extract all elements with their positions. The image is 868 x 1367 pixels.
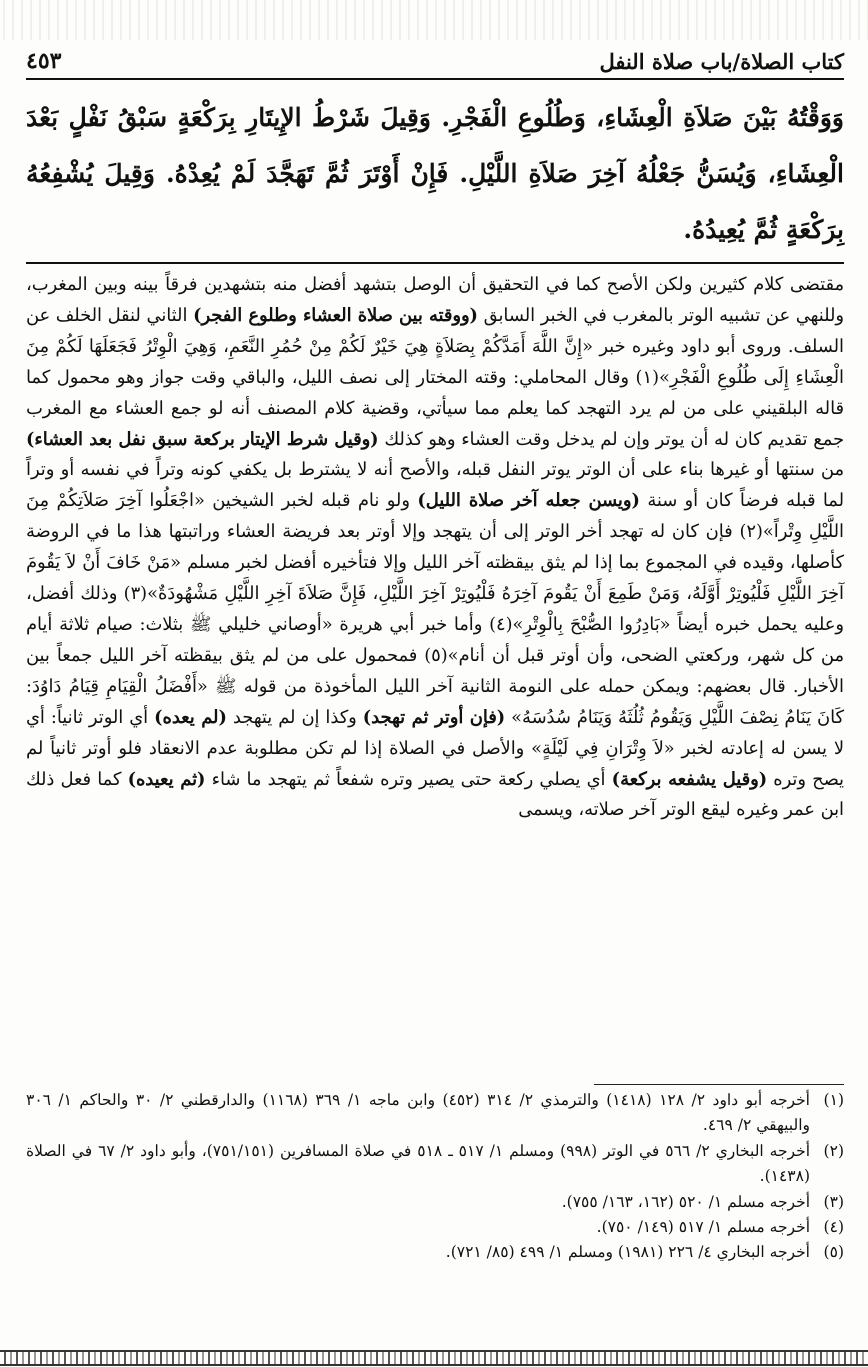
footnote-number: (١) [823, 1091, 844, 1109]
footnote-number: (٣) [823, 1192, 844, 1211]
commentary-segment: كما فعل ذلك ابن عمر وغيره ليقع الوتر آخر صلاته، ويسمى [26, 768, 844, 821]
commentary-segment: من سنتها أو غيرها بناء على أن الوتر يوتر النفل قبله، والأصح أنه لا يشترط بل يكفي كونه وتراً في نفسه أو وتراً لما قبله فرضاً كان أو سنة [26, 459, 845, 512]
commentary-segment: أي يصلي ركعة حتى يصير وتره شفعاً ثم يتهجد ما شاء [205, 768, 612, 790]
footnote [26, 1139, 844, 1190]
footnote-number: (٤) [823, 1218, 844, 1237]
matn-quote: (وقيل شرط الإيتار بركعة سبق نفل بعد العشاء) [26, 428, 379, 450]
matn-quote: (وقيل يشفعه بركعة) [611, 768, 768, 790]
footnote [26, 1088, 844, 1139]
commentary-paragraph [26, 270, 844, 826]
commentary-segment: ولو نام قبله لخبر الشيخين «اجْعَلُوا آخِرَ صَلاَتِكُمْ مِنَ اللَّيْلِ وِتْراً»(٢) فإن كان له تهجد أخر الوتر إلى أن يتهجد وإلا أوتر بعد فريضة العشاء وراتبتها هذا ما في الروضة كأصلها، وقيده في المجموع بما إذا لم يثق بيقظته آخر الليل وإلا فتأخيره أفضل لخبر مسلم «مَنْ خَافَ أَنْ لاَ يَقُومَ آخِرَ اللَّيْلِ فَلْيُوتِرْ أَوَّلَهُ، وَمَنْ طَمِعَ أَنْ يَقُومَ آخِرَهُ فَلْيُوتِرْ آخِرَ اللَّيْلِ، فَإِنَّ صَلاَةَ آخِرِ اللَّيْلِ مَشْهُودَةٌ»(٣) وذلك أفضل، وعليه يحمل خبره أيضاً «بَادِرُوا الصُّبْحَ بِالْوِتْرِ»(٤) وأما خبر أبي هريرة «أوصاني خليلي ﷺ بثلاث: صيام ثلاثة أيام من كل شهر، وركعتي الضحى، وأن أوتر قبل أن أنام»(٥) فمحمول على من لم يثق بيقظته آخر الليل جمعاً بين الأخبار. قال بعضهم: ويمكن حمله على النومة الثانية آخر الليل المأخوذة من قوله ﷺ «أَفْضَلُ الْقِيَامِ قِيَامُ دَاوُدَ: كَانَ يَنَامُ نِصْفَ اللَّيْلِ وَيَقُومُ ثُلُثَهُ وَيَنَامُ سُدُسَهُ» [26, 490, 844, 728]
footnote-text: أخرجه مسلم ١/ ٥١٧ (١٤٩/ ٧٥٠). [596, 1218, 810, 1237]
running-head: كتاب الصلاة/باب صلاة النفل [599, 49, 844, 74]
commentary-text [26, 270, 844, 826]
footnote [26, 1240, 844, 1265]
decorative-border [0, 1350, 868, 1366]
matn-quote: (لم يعده) [154, 706, 227, 728]
matn-quote: (ووقته بين صلاة العشاء وطلوع الفجر) [193, 304, 478, 326]
footnote [26, 1215, 844, 1240]
commentary-segment: الثاني لنقل الخلف عن السلف. وروى أبو داود وغيره خبر «إِنَّ اللَّهَ أَمَدَّكُمْ بِصَلاَةٍ هِيَ خَيْرٌ لَكُمْ مِنْ حُمُرِ النَّعَمِ، وَهِيَ الْوِتْرُ فَجَعَلَهَا لَكُمْ مِنَ الْعِشَاءِ إِلَى طُلُوعِ الْفَجْرِ»(١) وقال المحاملي: وقته المختار إلى نصف الليل، والباقي وقت جواز وهو محمول كما قاله البلقيني على من لم يرد التهجد كما يعلم مما سيأتي، وقضية كلام المصنف أنه لو جمع العشاء مع المغرب جمع تقديم كان له أن يوتر وإن لم يدخل وقت العشاء وهو كذلك [26, 304, 844, 450]
footnote-number: (٥) [823, 1243, 844, 1262]
footnote-text: أخرجه البخاري ٢/ ٥٦٦ في الوتر (٩٩٨) ومسلم ١/ ٥١٧ ـ ٥١٨ في صلاة المسافرين (٧٥١/١٥١)، وأبو داود ٢/ ٦٧ في الصلاة (١٤٣٨). [26, 1141, 810, 1186]
commentary-segment: وكذا إن لم يتهجد [226, 706, 363, 728]
footnote-number: (٢) [823, 1141, 844, 1160]
matn-separator [26, 262, 844, 264]
scan-noise [0, 0, 868, 40]
page-number: ٤٥٣ [26, 48, 62, 74]
matn-quote: (ثم يعيده) [127, 768, 206, 790]
footnote-text: أخرجه مسلم ١/ ٥٢٠ (١٦٢، ١٦٣/ ٧٥٥). [561, 1192, 810, 1211]
commentary-segment: أي الوتر ثانياً: أي لا يسن له إعادته لخبر «لاَ وِتْرَانِ فِي لَيْلَةٍ» والأصل في الصلاة إذا لم تكن مطلوبة عدم الانعقاد فلو أوتر ثانياً لم يصح وتره [26, 706, 844, 790]
matn-quote: (فإن أوتر ثم تهجد) [362, 706, 506, 728]
footnote [26, 1190, 844, 1215]
footnotes [26, 1088, 844, 1266]
footnote-separator [594, 1084, 844, 1085]
page-header [26, 40, 844, 80]
footnote-text: أخرجه أبو داود ٢/ ١٢٨ (١٤١٨) والترمذي ٢/ ٣١٤ (٤٥٢) وابن ماجه ١/ ٣٦٩ (١١٦٨) والدارقطني ٢/ ٣٠ والحاكم ١/ ٣٠٦ والبيهقي ٢/ ٤٦٩. [26, 1091, 810, 1135]
footnote-text: أخرجه البخاري ٤/ ٢٢٦ (١٩٨١) ومسلم ١/ ٤٩٩ (٨٥/ ٧٢١). [445, 1243, 810, 1262]
commentary-segment: مقتضى كلام كثيرين ولكن الأصح كما في التحقيق أن الوصل بتشهد أفضل منه بتشهدين فرقاً بينه وبين المغرب، وللنهي عن تشبيه الوتر بالمغرب في الخبر السابق [26, 274, 844, 326]
matn-text: وَوَقْتُهُ بَيْنَ صَلاَةِ الْعِشَاءِ، وَطُلُوعِ الْفَجْرِ. وَقِيلَ شَرْطُ الإِيتَارِ بِرَكْعَةٍ سَبْقُ نَفْلٍ بَعْدَ الْعِشَاءِ، وَيُسَنُّ جَعْلُهُ آخِرَ صَلاَةِ اللَّيْلِ. فَإِنْ أَوْتَرَ ثُمَّ تَهَجَّدَ لَمْ يُعِدْهُ. وَقِيلَ يُشْفِعُهُ بِرَكْعَةٍ ثُمَّ يُعِيدُهُ. [26, 103, 844, 244]
matn-quote: (ويسن جعله آخر صلاة الليل) [417, 490, 640, 512]
